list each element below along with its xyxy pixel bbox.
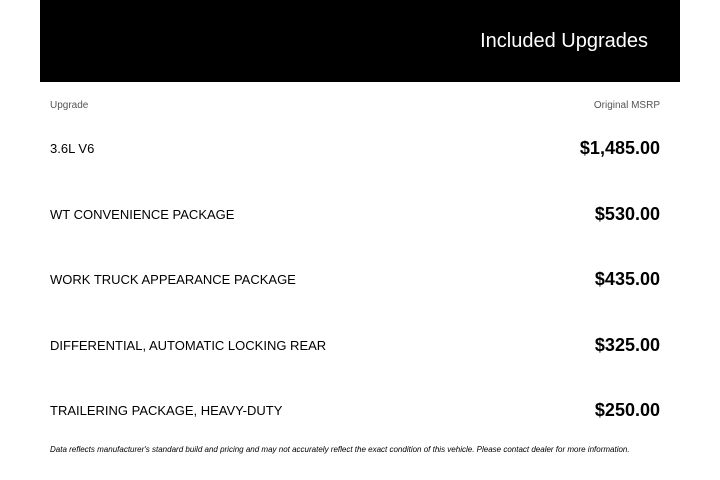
upgrade-name: WORK TRUCK APPEARANCE PACKAGE	[50, 272, 296, 287]
disclaimer-text: Data reflects manufacturer's standard build and pricing and may not accurately reflect the exact condition of this vehicle. Please contact dealer for more information.	[50, 445, 630, 454]
upgrade-name: WT CONVENIENCE PACKAGE	[50, 207, 235, 222]
page-title: Included Upgrades	[480, 30, 648, 52]
upgrade-name: DIFFERENTIAL, AUTOMATIC LOCKING REAR	[50, 338, 327, 353]
table-row	[40, 202, 680, 226]
upgrades-card	[40, 0, 680, 480]
upgrade-price: $250.00	[594, 400, 660, 420]
table-row	[40, 333, 680, 357]
upgrade-price: $1,485.00	[579, 138, 660, 158]
column-header-msrp: Original MSRP	[593, 100, 660, 111]
upgrade-price: $435.00	[594, 269, 660, 289]
upgrade-name: 3.6L V6	[50, 141, 95, 156]
table-row	[40, 136, 680, 160]
header-bar	[40, 0, 680, 82]
table-row	[40, 267, 680, 291]
upgrade-price: $325.00	[594, 335, 660, 355]
table-row	[40, 398, 680, 422]
upgrade-price: $530.00	[594, 204, 660, 224]
upgrade-name: TRAILERING PACKAGE, HEAVY-DUTY	[50, 403, 283, 418]
column-header-upgrade: Upgrade	[50, 100, 89, 111]
